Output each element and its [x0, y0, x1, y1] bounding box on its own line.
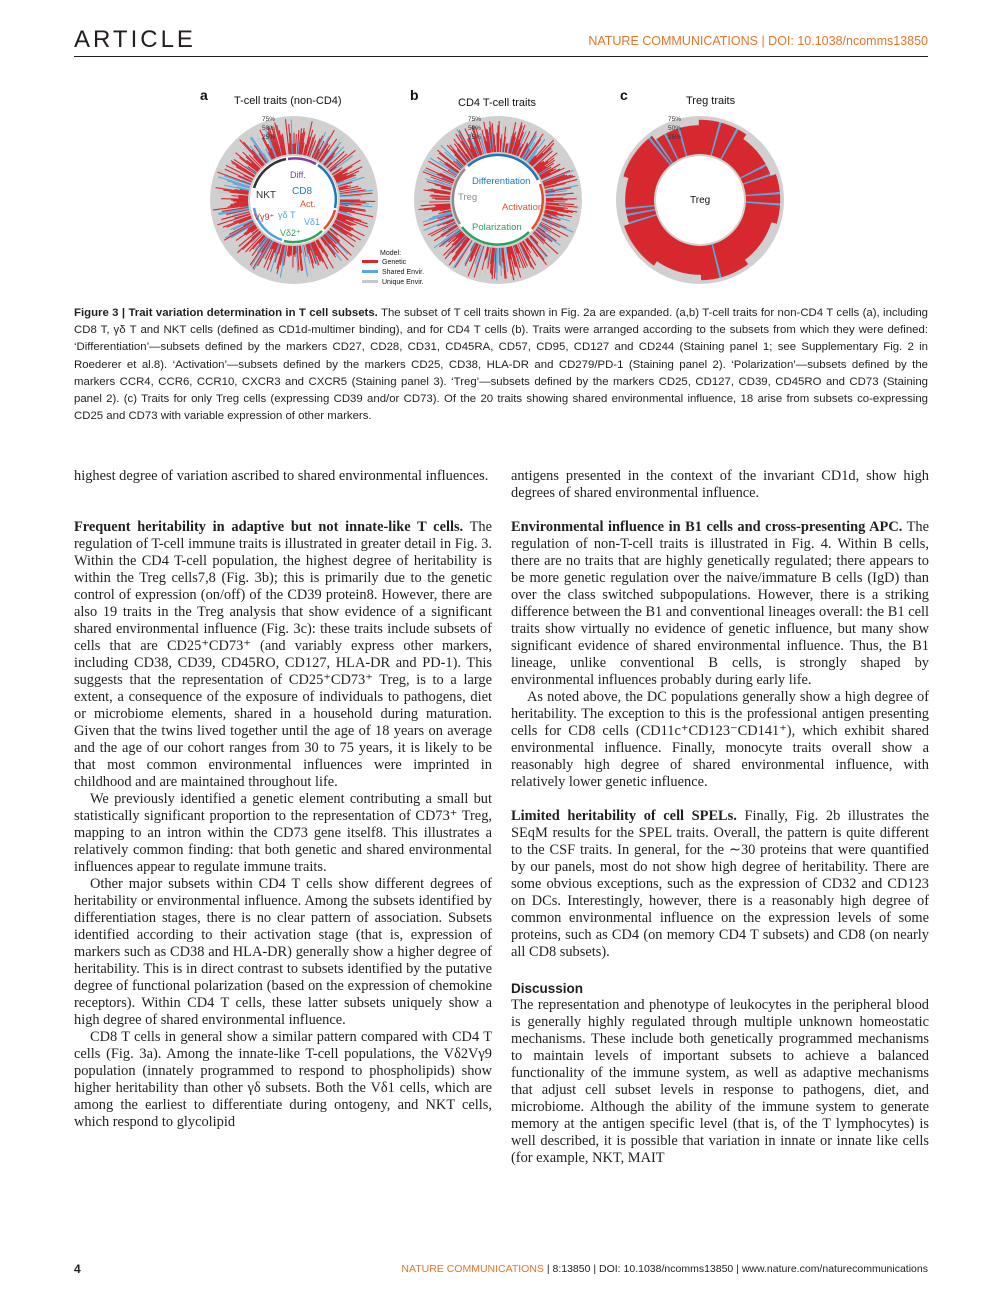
- label-vd1: Vδ1: [304, 217, 321, 227]
- legend-swatch-unique: [362, 280, 378, 283]
- right-paragraph-3: As noted above, the DC populations generally show a high degree of heritability. The exception to this is the professional antigen presenting cells for CD8 cells (CD11c⁺CD123⁻CD141⁺), which exhibit shared environmental influence. Finally, monocyte traits overall show a reasonably high degree of shared environmental influence, with relatively lower genetic influence.: [511, 689, 929, 790]
- footer-journal[interactable]: NATURE COMMUNICATIONS: [401, 1263, 544, 1275]
- caption-lead: Figure 3 | Trait variation determination in T cell subsets.: [74, 307, 378, 319]
- circos-plot-b: [414, 116, 582, 284]
- legend-swatch-shared: [362, 270, 378, 273]
- label-activation: Activation: [502, 202, 544, 213]
- figure-caption: [74, 305, 928, 425]
- right-paragraph-4: [511, 808, 929, 961]
- right-paragraph-5: The representation and phenotype of leukocytes in the peripheral blood is generally highly regulated through multiple unknown homeostatic mechanisms. These include both genetically programmed mechanisms to maintain levels of important subsets to achieve a balanced functionality of the immune system, as well as adaptive mechanisms that adjust cell subset levels in response to pathogens, diet, and microbiome. Although the ability of the immune system to generate memory at the antigen specific level (that is, of the T lymphocytes) is well described, it is possible that variation in innate or innate like cells (for example, NKT, MAIT: [511, 997, 929, 1166]
- left-paragraph-3: We previously identified a genetic element contributing a small but statistically significant proportion to the representation of CD73⁺ Treg, mapping to an intron within the CD73 gene itself8. This illustrates a relatively common finding: that both genetic and shared environmental influences appear to regulate immune traits.: [74, 791, 492, 875]
- tick-c-75: 75%: [668, 116, 682, 123]
- circos-plot-c: [616, 116, 784, 284]
- label-differentiation: Differentiation: [472, 176, 531, 187]
- section-head-environmental: Environmental influence in B1 cells and cross-presenting APC.: [511, 519, 903, 535]
- label-diff: Diff.: [290, 170, 306, 180]
- panel-title-b: CD4 T-cell traits: [458, 97, 537, 109]
- tick-b-25: 25%: [468, 134, 482, 141]
- caption-body: The subset of T cell traits shown in Fig. 2a are expanded. (a,b) T-cell traits for non-CD4 T cells (a), including CD8 T, γδ T and NKT cells (defined as CD1d-multimer binding), and for CD4 T cells (b). Traits were arranged according to the subsets from which they were defined: ‘Differentiation’—subsets defined by the markers CD27, CD28, CD31, CD45RA, CD57, CD95, CD127 and CD244 (Staining panel 1; see Supplementary Fig. 2 in Roederer et al.8). ‘Activation’—subsets defined by the markers CD25, CD38, HLA-DR and CD279/PD-1 (Staining panel 2). ‘Polarization’—subsets defined by the markers CCR4, CCR6, CCR10, CXCR3 and CXCR5 (Staining panel 3). ‘Treg’—subsets defined by the markers CD25, CD127, CD39, CD45RO and CD73 (Staining panel 2). (c) Traits for only Treg cells (expressing CD39 and/or CD73). Of the 20 traits showing shared environmental influence, 18 arise from subsets co-expressing CD25 and CD73 with variable expression of other markers.: [74, 307, 928, 423]
- left-paragraph-4: Other major subsets within CD4 T cells show different degrees of heritability or environmental influence. Among the subsets identified by differentiation stages, there is no clear pattern of association. Subsets identified according to their activation stage (that is, expression of markers such as CD38 and HLA-DR) generally show a higher degree of heritability. This is in direct contrast to subsets identified by the putative degree of functional polarization (based on the expression of chemokine receptors). Within CD4 T cells, these latter subsets uniquely show a high degree of shared environmental influence.: [74, 876, 492, 1028]
- panel-letter-c: c: [620, 87, 628, 103]
- label-vd2: Vδ2⁺: [280, 228, 301, 238]
- circos-bar: [625, 201, 654, 202]
- legend-genetic: Genetic: [382, 259, 407, 266]
- right-column: [511, 468, 929, 1167]
- panel-title-a: T-cell traits (non-CD4): [234, 95, 342, 107]
- label-vg9: Vγ9⁺: [254, 212, 275, 222]
- figure-3: [190, 82, 800, 292]
- circos-bar: [429, 201, 450, 202]
- circos-bar: [701, 246, 702, 280]
- header-divider: [74, 56, 928, 57]
- article-section-label: ARTICLE: [74, 26, 196, 53]
- circos-plot-a: [210, 116, 378, 284]
- footer-info: [401, 1263, 928, 1275]
- journal-doi-header[interactable]: NATURE COMMUNICATIONS | DOI: 10.1038/ncomms13850: [588, 34, 928, 48]
- circos-bar: [496, 134, 497, 152]
- label-polarization: Polarization: [472, 222, 522, 233]
- circos-bar: [499, 248, 500, 266]
- tick-a-75: 75%: [262, 116, 276, 123]
- left-column: [74, 468, 492, 1131]
- footer-rest: | 8:13850 | DOI: 10.1038/ncomms13850 | www.nature.com/naturecommunications: [543, 1263, 928, 1275]
- left-paragraph-5: CD8 T cells in general show a similar pattern compared with CD4 T cells (Fig. 3a). Among the innate-like T-cell populations, the Vδ2Vγ9 population (innately programmed to respond to phospholipids) show higher heritability than other γδ subsets. Both the Vδ1 cells, which are among the earliest to differentiate during ontogeny, and NKT cells, which respond to glycolipid: [74, 1029, 492, 1130]
- panel-letter-b: b: [410, 87, 419, 103]
- label-nkt: NKT: [256, 190, 276, 201]
- panel-letter-a: a: [200, 87, 208, 103]
- label-act: Act.: [300, 199, 316, 209]
- left-paragraph-2-body: The regulation of T-cell immune traits is illustrated in greater detail in Fig. 3. Within the CD4 T-cell population, the highest degree of heritability is within the Treg cells7,8 (Fig. 3b); this is primarily due to the genetic control of expression (on/off) of the CD39 protein8. However, there are also 19 traits in the Treg analysis that show evidence of a significant shared environmental influence (Fig. 3c): these traits include subsets of cells that are CD25⁺CD73⁺ (and variably express other markers, including CD38, CD39, CD45RO, CD127, HLA-DR and PD-1). This suggests that the representation of CD25⁺CD73⁺ Treg, is to a large extent, a consequence of the exposure of individuals to pathogens, diet or microbiome elements, shared in a household during maturation. Given that the twins lived together until the age of 18 years on average and the age of our cohort ranges from 30 to 75 years, it is likely to be that most common environmental influences were imprinted in childhood and are maintained throughout life.: [74, 519, 492, 790]
- model-legend: [362, 250, 424, 286]
- legend-title: Model:: [380, 250, 402, 257]
- right-paragraph-2: [511, 519, 929, 689]
- circos-bar: [234, 202, 248, 203]
- tick-c-25: 25%: [668, 134, 682, 141]
- panel-title-c: Treg traits: [686, 95, 736, 107]
- section-head-spels: Limited heritability of cell SPELs.: [511, 808, 737, 824]
- label-treg-c: Treg: [690, 195, 711, 206]
- label-treg-b: Treg: [458, 192, 478, 203]
- tick-c-50: 50%: [668, 125, 682, 132]
- left-paragraph-1: highest degree of variation ascribed to shared environmental influences.: [74, 468, 489, 484]
- circos-bar: [746, 198, 780, 199]
- circos-bar: [546, 198, 563, 199]
- label-cd8: CD8: [292, 186, 313, 197]
- label-gdt: γδ T: [278, 210, 296, 220]
- section-head-heritability: Frequent heritability in adaptive but not innate-like T cells.: [74, 519, 464, 535]
- right-paragraph-2-body: The regulation of non-T-cell traits is illustrated in Fig. 4. Within B cells, there are no traits that are highly genetically regulated; there appears to be more genetic regulation over the naive/immature B cells (IgD) than over the class switched subpopulations. However, there is a striking difference between the B1 and conventional lineages overall: the B1 cell traits show virtually no evidence of genetic influence, but many show significant evidence of shared environmental influence. Thus, the B1 lineage, unlike conventional B cells, is strongly shaped by environmental influences probably during early life.: [511, 519, 930, 688]
- left-paragraph-2: [74, 519, 492, 791]
- legend-swatch-genetic: [362, 260, 378, 263]
- discussion-heading: Discussion: [511, 981, 584, 996]
- right-paragraph-4-body: Finally, Fig. 2b illustrates the SEqM results for the SPEL traits. Overall, the pattern is quite different to the CSF traits. In general, for the ∼30 proteins that were quantified by our panels, most do not show high degree of heritability. There are some obvious exceptions, such as the expression of CD32 and CD123 on DCs. Interestingly, however, there is a reasonably high degree of common environmental influence on the expression levels of some proteins, such as CD4 (on memory CD4 T subsets) and CD8 (on nearly all CD8 subsets).: [511, 808, 929, 960]
- page-number: 4: [74, 1262, 81, 1276]
- tick-b-75: 75%: [468, 116, 482, 123]
- legend-shared: Shared Envir.: [382, 269, 425, 276]
- right-paragraph-1: antigens presented in the context of the invariant CD1d, show high degrees of shared environmental influence.: [511, 468, 929, 501]
- tick-a-25: 25%: [262, 134, 276, 141]
- tick-a-50: 50%: [262, 125, 276, 132]
- legend-unique: Unique Envir.: [382, 279, 424, 286]
- circos-bar: [698, 125, 699, 154]
- tick-b-50: 50%: [468, 125, 482, 132]
